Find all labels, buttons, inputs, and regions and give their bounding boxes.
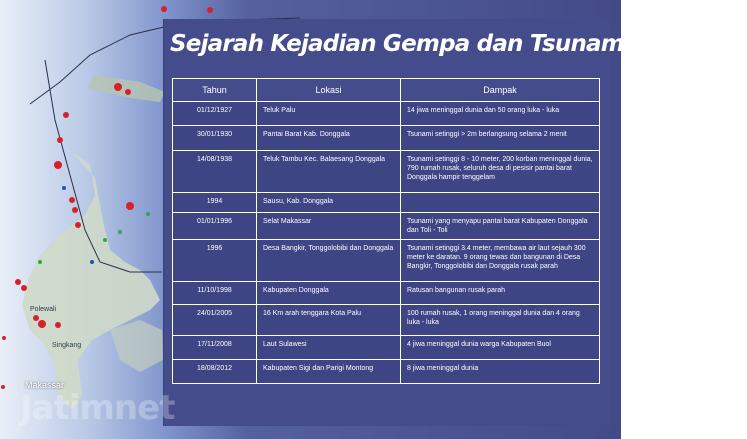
earthquake-history-table bbox=[172, 78, 600, 384]
cell-lokasi: Pantai Barat Kab. Donggala bbox=[257, 126, 401, 151]
column-header-dampak: Dampak bbox=[401, 79, 600, 102]
cell-lokasi: Teluk Palu bbox=[257, 102, 401, 126]
cell-lokasi: Desa Bangkir, Tonggolobibi dan Donggala bbox=[257, 240, 401, 282]
quake-marker bbox=[21, 285, 27, 291]
table-row bbox=[173, 151, 600, 193]
quake-marker bbox=[72, 207, 78, 213]
map-label-singkang: Singkang bbox=[52, 342, 82, 349]
quake-marker bbox=[63, 112, 69, 118]
cell-dampak: 14 jiwa meninggal dunia dan 50 orang luka - luka bbox=[401, 102, 600, 126]
quake-marker bbox=[62, 186, 66, 190]
table-row bbox=[173, 336, 600, 360]
cell-dampak: Tsunami setinggi > 2m berlangsung selama 2 menit bbox=[401, 126, 600, 151]
quake-marker bbox=[118, 230, 122, 234]
cell-dampak: Tsunami yang menyapu pantai barat Kabupaten Donggala dan Toli - Toli bbox=[401, 213, 600, 240]
cell-tahun: 30/01/1930 bbox=[173, 126, 257, 151]
map-label-polewali: Polewali bbox=[30, 306, 57, 313]
cell-tahun: 1996 bbox=[173, 240, 257, 282]
cell-dampak: Tsunami setinggi 3.4 meter, membawa air laut sejauh 300 meter ke daratan. 9 orang tewas dan bangunan di Desa Bangkir, Tonggolobibi dan Donggala rusak parah bbox=[401, 240, 600, 282]
cell-tahun: 11/10/1998 bbox=[173, 282, 257, 305]
cell-tahun: 14/08/1938 bbox=[173, 151, 257, 193]
quake-marker bbox=[125, 89, 131, 95]
quake-marker bbox=[38, 260, 42, 264]
quake-marker bbox=[54, 161, 62, 169]
cell-dampak: 4 jiwa meninggal dunia warga Kabupaten Buol bbox=[401, 336, 600, 360]
quake-marker bbox=[161, 6, 167, 12]
cell-lokasi: Kabupaten Donggala bbox=[257, 282, 401, 305]
quake-marker bbox=[57, 137, 63, 143]
table-row bbox=[173, 305, 600, 336]
table-header-row bbox=[173, 79, 600, 102]
cell-dampak: 8 jiwa meninggal dunia bbox=[401, 360, 600, 384]
quake-marker bbox=[55, 322, 61, 328]
quake-marker bbox=[146, 212, 150, 216]
cell-tahun: 01/01/1996 bbox=[173, 213, 257, 240]
quake-marker bbox=[126, 202, 134, 210]
quake-marker bbox=[75, 222, 81, 228]
quake-marker bbox=[90, 260, 94, 264]
quake-marker bbox=[15, 279, 21, 285]
cell-tahun: 1994 bbox=[173, 193, 257, 213]
page-title: Sejarah Kejadian Gempa dan Tsunami Sulawesi bbox=[170, 31, 747, 57]
cell-tahun: 01/12/1927 bbox=[173, 102, 257, 126]
cell-tahun: 24/01/2005 bbox=[173, 305, 257, 336]
cell-lokasi: 16 Km arah tenggara Kota Palu bbox=[257, 305, 401, 336]
quake-marker bbox=[207, 7, 213, 13]
table-row bbox=[173, 282, 600, 305]
quake-marker bbox=[1, 385, 5, 389]
table-row bbox=[173, 360, 600, 384]
quake-marker bbox=[33, 315, 39, 321]
cell-dampak: Ratusan bangunan rusak parah bbox=[401, 282, 600, 305]
cell-lokasi: Sausu, Kab. Donggala bbox=[257, 193, 401, 213]
table-row bbox=[173, 126, 600, 151]
land-mass-southeast bbox=[110, 320, 163, 372]
quake-marker bbox=[2, 336, 6, 340]
cell-lokasi: Teluk Tambu Kec. Balaesang Donggala bbox=[257, 151, 401, 193]
table-row bbox=[173, 213, 600, 240]
cell-lokasi: Kabupaten Sigi dan Parigi Montong bbox=[257, 360, 401, 384]
table-row bbox=[173, 193, 600, 213]
cell-dampak: Tsunami setinggi 8 - 10 meter, 200 korban meninggal dunia, 790 rumah rusak, seluruh desa di pesisir pantai barat Donggala hampir tenggelam bbox=[401, 151, 600, 193]
cell-lokasi: Selat Makassar bbox=[257, 213, 401, 240]
table-row bbox=[173, 240, 600, 282]
column-header-tahun: Tahun bbox=[173, 79, 257, 102]
quake-marker bbox=[69, 197, 75, 203]
quake-marker bbox=[38, 320, 46, 328]
table-row bbox=[173, 102, 600, 126]
watermark-logo: Jatimnet bbox=[20, 388, 175, 428]
land-mass-north bbox=[88, 75, 165, 102]
cell-dampak bbox=[401, 193, 600, 213]
quake-marker bbox=[114, 83, 122, 91]
cell-dampak: 100 rumah rusak, 1 orang meninggal dunia dan 4 orang luka - luka bbox=[401, 305, 600, 336]
map-label-makassar: Makassar bbox=[25, 380, 65, 390]
cell-tahun: 17/11/2008 bbox=[173, 336, 257, 360]
column-header-lokasi: Lokasi bbox=[257, 79, 401, 102]
quake-marker bbox=[103, 238, 107, 242]
cell-tahun: 18/08/2012 bbox=[173, 360, 257, 384]
cell-lokasi: Laut Sulawesi bbox=[257, 336, 401, 360]
